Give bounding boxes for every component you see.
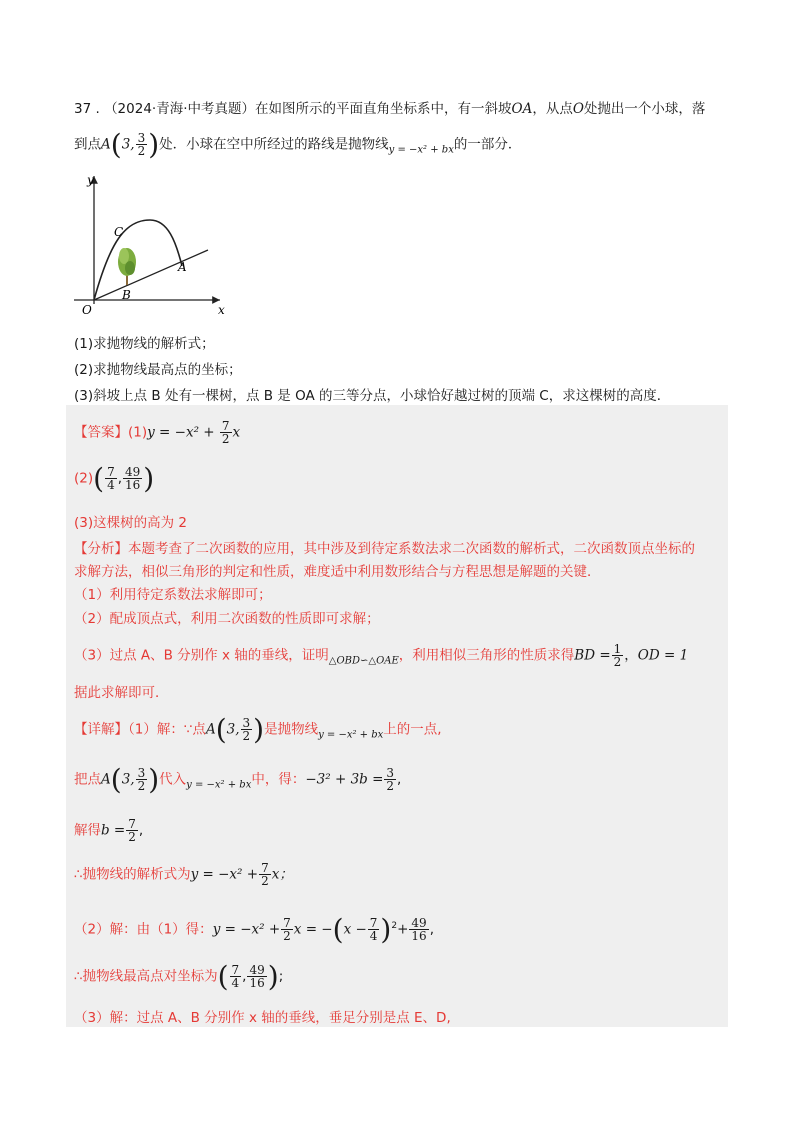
fraction: $\frac{3}{2}$ — [137, 131, 146, 158]
analysis-line-1: 【分析】本题考查了二次函数的应用，其中涉及到待定系数法求二次函数的解析式，二次函数顶点坐标的 — [74, 541, 695, 557]
detail-line-7: （3）解：过点 A、B 分别作 x 轴的垂线，垂足分别是点 E、D, — [74, 1010, 451, 1026]
slope-line — [94, 250, 208, 300]
sub-question-1: (1)求抛物线的解析式； — [74, 336, 215, 352]
label-a: A — [178, 260, 187, 274]
detail-label: 【详解】 — [74, 721, 128, 738]
analysis-point-3-cont: 据此求解即可． — [74, 685, 169, 701]
analysis-point-3: （3）过点 A、B 分别作 x 轴的垂线，证明$_{\triangle OBD∽\triangle OAE}$，利用相似三角形的性质求得BD = $\frac{1}{2}$ ，OD = 1 — [74, 642, 689, 669]
label-b: B — [122, 288, 131, 302]
tree-icon — [118, 248, 136, 285]
coordinate-figure — [70, 172, 230, 322]
sub-question-2: (2)求抛物线最高点的坐标； — [74, 362, 242, 378]
sub-question-3: (3)斜坡上点 B 处有一棵树，点 B 是 OA 的三等分点，小球恰好越过树的顶端 C，求这棵树的高度． — [74, 388, 671, 404]
parabola-curve — [94, 220, 182, 300]
analysis-line-2: 求解方法，相似三角形的判定和性质，难度适中利用数形结合与方程思想是解题的关键． — [74, 564, 601, 580]
detail-line-6: ∴抛物线最高点对坐标为( $\frac{7}{4}$ , $\frac{49}{16}$ ); — [74, 960, 284, 993]
detail-line-2: 把点A(3, $\frac{3}{2}$ )代入$_{y = -x^2 + bx}$中，得：−3² + 3b = $\frac{3}{2}$ , — [74, 763, 402, 796]
answer-line-1: 【答案】(1)y = −x² + $\frac{7}{2}$ x — [74, 419, 241, 446]
label-o: O — [82, 303, 92, 317]
question-line-2: 到点A(3, $\frac{3}{2}$ )处．小球在空中所经过的路线是抛物线$_{y = -x^2 + bx}$的一部分． — [74, 128, 522, 161]
detail-line-1: 【详解】（1）解：∵点A(3, $\frac{3}{2}$ )是抛物线$_{y = -x^2 + bx}$上的一点, — [74, 713, 442, 746]
answer-label: 【答案】 — [74, 424, 128, 441]
detail-line-5: （2）解：由（1）得：y = −x² + $\frac{7}{2}$ x = −(x − $\frac{7}{4}$ )$^2$+ $\frac{49}{16}$ , — [74, 913, 434, 946]
parabola-formula: y = −x² + bx — [388, 144, 454, 156]
question-number: 37 — [74, 101, 92, 117]
label-c: C — [114, 225, 124, 239]
analysis-point-2: （2）配成顶点式，利用二次函数的性质即可求解； — [74, 611, 380, 627]
detail-line-3: 解得b = $\frac{7}{2}$ , — [74, 817, 144, 844]
detail-line-4: ∴抛物线的解析式为y = −x² + $\frac{7}{2}$ x； — [74, 861, 293, 888]
label-x: x — [218, 303, 225, 317]
label-y: y — [87, 173, 94, 187]
analysis-label: 【分析】 — [74, 541, 128, 557]
answer-line-2: (2)( $\frac{7}{4}$ , $\frac{49}{16}$ ) — [74, 462, 155, 495]
question-line-1: 37 . （2024·青海·中考真题）在如图所示的平面直角坐标系中，有一斜坡OA，从点O处抛出一个小球，落 — [74, 101, 706, 117]
question-source: （2024·青海·中考真题） — [104, 101, 256, 117]
answer-line-3: (3)这棵树的高为 2 — [74, 515, 188, 531]
analysis-point-1: （1）利用待定系数法求解即可； — [74, 587, 272, 603]
